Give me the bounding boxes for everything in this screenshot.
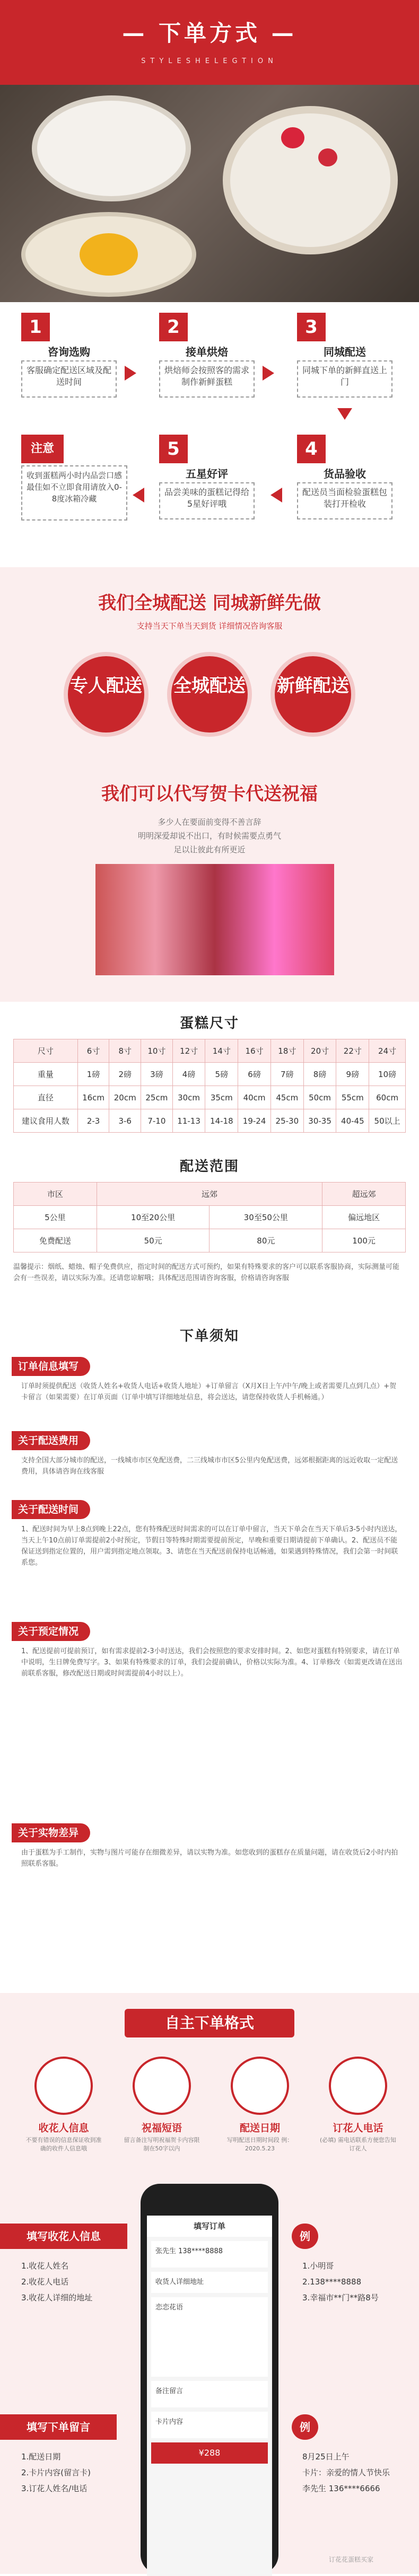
page-header	[0, 0, 419, 85]
table-cell: 超远郊	[322, 1183, 406, 1206]
service-badge: 全城配送	[167, 652, 252, 737]
format-label: 收花人信息	[38, 2122, 89, 2134]
step-number: 2	[159, 313, 188, 341]
table-row	[14, 1039, 406, 1063]
table-cell: 45cm	[270, 1086, 303, 1109]
notice-heading: 订单信息填写	[12, 1357, 90, 1376]
table-cell: 4磅	[172, 1063, 205, 1086]
delivery-subtitle: 支持当天下单当天到货 详细情况咨询客服	[136, 621, 283, 631]
note-fields	[21, 2449, 91, 2496]
table-cell: 免费配送	[14, 1229, 97, 1252]
step-number: 1	[21, 313, 50, 341]
card-line: 多少人在要面前变得不善言辞	[158, 817, 261, 827]
table-cell: 11-13	[172, 1109, 205, 1133]
hero-photo	[0, 85, 419, 302]
table-row	[14, 1206, 406, 1229]
range-table	[13, 1182, 406, 1252]
table-cell: 7磅	[270, 1063, 303, 1086]
phone-row: 恋恋花语	[151, 2297, 268, 2377]
table-cell: 14-18	[205, 1109, 238, 1133]
user-info-icon	[34, 2057, 93, 2115]
receiver-fields	[21, 2258, 92, 2306]
table-row	[14, 1086, 406, 1109]
format-desc: 写明配送日期时间段 例：2020.5.23	[226, 2137, 293, 2152]
order-steps	[0, 302, 419, 567]
step-5	[159, 435, 255, 519]
table-cell: 50元	[97, 1229, 210, 1252]
table-cell: 10磅	[369, 1063, 406, 1086]
order-format-title: 自主下单格式	[125, 2009, 294, 2037]
cream-bowl	[32, 95, 191, 201]
step-title: 货品验收	[324, 467, 366, 480]
format-desc: (必填) 需电话联系方便您告知订花人	[319, 2137, 397, 2152]
example-tag: 例	[292, 2414, 318, 2440]
table-cell: 35cm	[205, 1086, 238, 1109]
table-cell: 25-30	[270, 1109, 303, 1133]
table-cell: 30-35	[303, 1109, 336, 1133]
table-cell: 2磅	[109, 1063, 141, 1086]
table-row	[14, 1229, 406, 1252]
table-cell: 8磅	[303, 1063, 336, 1086]
table-cell: 60cm	[369, 1086, 406, 1109]
table-cell: 24寸	[369, 1039, 406, 1063]
fill-note-tag: 填写下单留言	[0, 2414, 117, 2440]
phone-row[interactable]: 卡片内容	[151, 2412, 268, 2438]
table-cell: 建议食用人数	[14, 1109, 78, 1133]
table-cell: 6磅	[238, 1063, 271, 1086]
table-cell: 55cm	[336, 1086, 369, 1109]
step-number: 4	[297, 435, 326, 463]
table-cell: 2-3	[77, 1109, 109, 1133]
step-notice	[21, 435, 127, 519]
note-example	[302, 2449, 390, 2496]
egg-yolk	[80, 233, 138, 276]
delivery-section	[0, 567, 419, 1002]
step-text: 品尝美味的蛋糕记得给5星好评哦	[159, 482, 255, 519]
notice-text: 支持全国大部分城市的配送，一线城市市区免配送费，二三线城市市区5公里内免配送费，远郊根据距离的远近收取一定配送费用，具体请咨询在线客服	[21, 1457, 398, 1476]
format-card	[318, 2057, 398, 2163]
table-cell: 市区	[14, 1183, 97, 1206]
strawberry	[318, 148, 337, 166]
format-desc: 留言备注写明祝福贺卡内容限制在50字以内	[124, 2137, 200, 2152]
step-number: 3	[297, 313, 326, 341]
step-number: 5	[159, 435, 188, 463]
table-row	[14, 1183, 406, 1206]
format-card	[122, 2057, 202, 2163]
format-card	[220, 2057, 300, 2163]
table-cell: 20cm	[109, 1086, 141, 1109]
table-cell: 12寸	[172, 1039, 205, 1063]
table-row	[14, 1109, 406, 1133]
list-item: 3.订花人姓名/电话	[21, 2484, 88, 2493]
delivery-title: 我们全城配送 同城新鲜先做	[98, 593, 321, 614]
format-label: 配送日期	[239, 2122, 280, 2134]
phone-title: 填写订单	[147, 2216, 272, 2237]
table-cell: 30cm	[172, 1086, 205, 1109]
list-item: 2.收花人电话	[21, 2277, 69, 2287]
table-cell: 80元	[210, 1229, 322, 1252]
table-cell: 3磅	[141, 1063, 173, 1086]
table-cell: 远郊	[97, 1183, 322, 1206]
table-cell: 5磅	[205, 1063, 238, 1086]
table-cell: 19-24	[238, 1109, 271, 1133]
fill-receiver-tag: 填写收花人信息	[0, 2224, 127, 2249]
step-1	[21, 313, 117, 398]
table-cell: 重量	[14, 1063, 78, 1086]
table-cell: 100元	[322, 1229, 406, 1252]
step-title: 咨询选购	[48, 346, 90, 358]
card-title: 我们可以代写贺卡代送祝福	[101, 783, 318, 805]
table-cell: 50以上	[369, 1109, 406, 1133]
step-text: 同城下单的新鲜直送上门	[297, 360, 392, 398]
step-text: 客服确定配送区域及配送时间	[21, 360, 117, 398]
table-cell: 10寸	[141, 1039, 173, 1063]
list-item: 李先生 136****6666	[302, 2484, 380, 2493]
table-cell: 18寸	[270, 1039, 303, 1063]
arrow-right-icon	[125, 366, 136, 381]
example-tag: 例	[292, 2224, 318, 2249]
table-cell: 50cm	[303, 1086, 336, 1109]
format-card	[24, 2057, 103, 2163]
table-cell: 40cm	[238, 1086, 271, 1109]
range-title: 配送范围	[179, 1159, 239, 1175]
notice-text: 1、配送提前可提前预订，如有需求提前2-3小时送达，我们会按照您的要求安排时间。2、如您对蛋糕有特别要求，请在订单中说明，生日牌免费写字。3、如果有特殊要求的订单，我们会提前确认，价格以实际为准。4、订单修改（如需更改请在送出前联系客服，修改配送日期或时间需提前4小时以上）。	[21, 1647, 403, 1678]
table-cell: 22寸	[336, 1039, 369, 1063]
notice-text: 订单时须提供配送（收货人姓名+收货人电话+收货人地址）+订单留言（X月X日上午/中午/晚上或者需要几点到几点）+贺卡留言（如果需要）在订单页面（订单中填写详细地址信息，将会送达，请您保持收货人手机畅通。）	[21, 1382, 397, 1401]
table-cell: 25cm	[141, 1086, 173, 1109]
step-text: 烘焙师会按照客的需求制作新鲜蛋糕	[159, 360, 255, 398]
range-note: 温馨提示：烟纸、蜡烛、帽子免费供应，指定时间的配送方式可预约，如果有特殊要求的客户可以联系客服协商，实际测量可能会有一些误差，请以实际为准。还请您谅解哦；具体配送范围请咨询客服，价格请咨询客服	[13, 1263, 400, 1282]
table-cell: 16寸	[238, 1039, 271, 1063]
phone-row[interactable]: 收货人详细地址	[151, 2272, 268, 2293]
format-desc: 不要有错误的信息保证收到准确的收件人信息哦	[25, 2137, 102, 2152]
table-cell: 9磅	[336, 1063, 369, 1086]
table-cell: 20寸	[303, 1039, 336, 1063]
table-cell: 3-6	[109, 1109, 141, 1133]
list-item: 3.收花人详细的地址	[21, 2293, 93, 2302]
table-cell: 30至50公里	[210, 1206, 322, 1229]
notice-text: 由于蛋糕为手工制作，实物与图片可能存在细微差异，请以实物为准。如您收到的蛋糕存在质量问题，请在收货后2小时内拍照联系客服。	[21, 1849, 398, 1868]
format-label: 祝福短语	[141, 2122, 182, 2134]
page-subtitle: STYLESHELEGTION	[141, 57, 278, 65]
arrow-right-icon	[263, 366, 274, 381]
watermark: 订花花蛋糕买家	[329, 2556, 374, 2563]
step-title: 五星好评	[186, 467, 228, 480]
step-2	[159, 313, 255, 398]
arrow-left-icon	[270, 488, 282, 502]
message-icon	[133, 2057, 191, 2115]
list-item: 2.卡片内容(留言卡)	[21, 2468, 91, 2477]
card-line: 明明深爱却说不出口，有时候需要点勇气	[137, 831, 281, 841]
list-item: 2.138****8888	[302, 2277, 362, 2287]
list-item: 3.幸福市**门**路8号	[302, 2293, 379, 2302]
list-item: 卡片：亲爱的情人节快乐	[302, 2468, 390, 2477]
submit-button[interactable]: ¥288	[151, 2442, 268, 2464]
notice-heading: 关于配送时间	[12, 1500, 90, 1519]
phone-screen	[147, 2216, 272, 2576]
table-cell: 16cm	[77, 1086, 109, 1109]
notice-title: 下单须知	[179, 1328, 239, 1344]
greeting-photos	[95, 864, 334, 975]
step-title: 接单烘焙	[186, 346, 228, 358]
step-number: 注意	[21, 435, 64, 463]
service-badge: 专人配送	[64, 652, 149, 737]
size-title: 蛋糕尺寸	[179, 1016, 239, 1031]
step-4	[297, 435, 392, 519]
notice-heading: 关于预定情况	[12, 1622, 90, 1641]
notice-heading: 关于实物差异	[12, 1823, 90, 1842]
phone-mockup	[141, 2184, 278, 2574]
table-cell: 6寸	[77, 1039, 109, 1063]
flour-bowl	[223, 106, 398, 254]
list-item: 1.收花人姓名	[21, 2261, 69, 2271]
notice-heading: 关于配送费用	[12, 1431, 90, 1450]
receiver-example	[302, 2258, 379, 2306]
page-title: — 下单方式 —	[122, 20, 297, 46]
arrow-left-icon	[133, 488, 144, 502]
notice-text: 1、配送时间为早上8点到晚上22点，您有特殊配送时间需求的可以在订单中留言，当天下单会在当天下单后3-5小时内送达，当天上午10点前订单需提前2小时预定，节假日等特殊时期需要提前预定，早晚和重要日期请提前下单确认。2、配送员不能保证送到指定位置的，用户需到指定地点领取。3、请您在当天配送前保持电话畅通，如果遇到特殊情况，我们会第一时间联系您。	[21, 1525, 402, 1567]
table-cell: 直径	[14, 1086, 78, 1109]
table-cell: 7-10	[141, 1109, 173, 1133]
phone-row[interactable]: 备注留言	[151, 2381, 268, 2407]
table-cell: 8寸	[109, 1039, 141, 1063]
table-cell: 14寸	[205, 1039, 238, 1063]
table-cell: 尺寸	[14, 1039, 78, 1063]
step-3	[297, 313, 392, 398]
phone-icon	[329, 2057, 387, 2115]
table-row	[14, 1063, 406, 1086]
format-label: 订花人电话	[333, 2122, 383, 2134]
table-cell: 偏远地区	[322, 1206, 406, 1229]
card-line: 足以让彼此有所更近	[173, 845, 246, 854]
list-item: 1.小明哥	[302, 2261, 334, 2271]
table-cell: 40-45	[336, 1109, 369, 1133]
arrow-down-icon	[337, 408, 352, 420]
table-cell: 10至20公里	[97, 1206, 210, 1229]
list-item: 8月25日上午	[302, 2452, 350, 2462]
step-text: 配送员当面检验蛋糕包装打开检收	[297, 482, 392, 519]
step-title: 同城配送	[324, 346, 366, 358]
table-cell: 1磅	[77, 1063, 109, 1086]
size-table	[13, 1039, 406, 1133]
table-cell: 5公里	[14, 1206, 97, 1229]
clock-icon	[231, 2057, 289, 2115]
step-text: 收到蛋糕两小时内品尝口感最佳如不立即食用请放入0-8度冰箱冷藏	[21, 465, 127, 521]
service-badge: 新鲜配送	[270, 652, 355, 737]
strawberry	[281, 127, 304, 148]
phone-row[interactable]: 张先生 138****8888	[151, 2241, 268, 2268]
list-item: 1.配送日期	[21, 2452, 61, 2462]
